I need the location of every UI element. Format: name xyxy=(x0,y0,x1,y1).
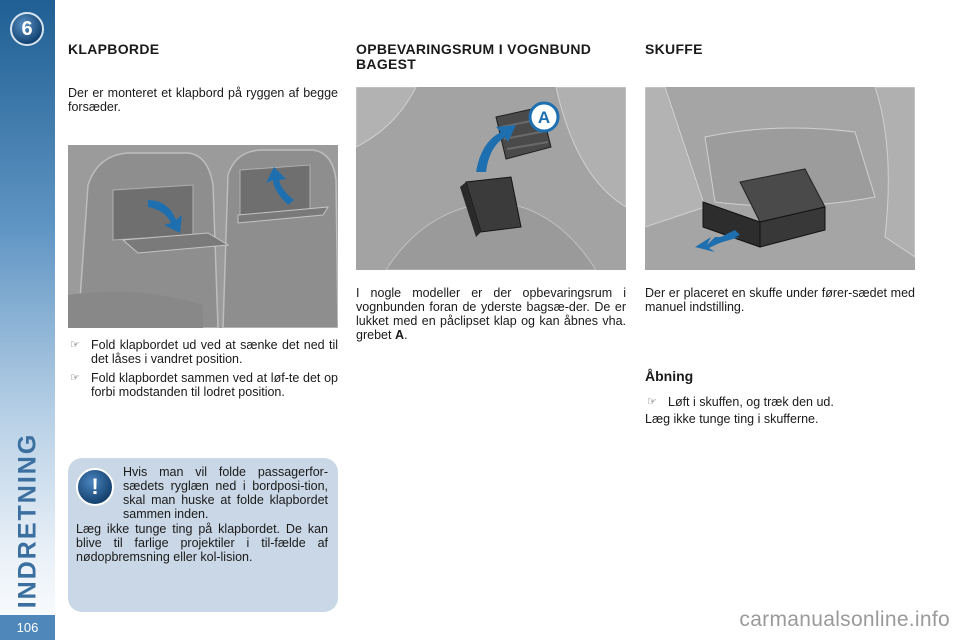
opbevaringsrum-text xyxy=(356,286,626,342)
bullet-text: Løft i skuffen, og træk den ud. xyxy=(668,395,834,409)
skuffe-text: Der er placeret en skuffe under fører-sædet med manuel indstilling. xyxy=(645,286,915,314)
drawer-illustration xyxy=(645,87,915,270)
warning-box xyxy=(68,458,338,612)
pointing-finger-icon: ☞ xyxy=(70,339,80,351)
figure-folding-tables xyxy=(68,145,338,328)
list-item xyxy=(68,338,338,366)
figure-callout-a: A xyxy=(537,108,551,127)
warning-text-1: Hvis man vil folde passagerfor-sædets ryglæn ned i bordposi-tion, skal man huske at folde klapbordet sammen inden. xyxy=(123,465,328,521)
section-title-text: INDRETNING xyxy=(13,432,41,608)
exclamation-icon: ! xyxy=(76,468,114,506)
intro-text: Der er monteret et klapbord på ryggen af begge forsæder. xyxy=(68,86,338,114)
pointing-finger-icon: ☞ xyxy=(70,372,80,384)
chapter-number-badge: 6 xyxy=(10,12,44,46)
page-number: 106 xyxy=(0,615,55,640)
body-text: I nogle modeller er der opbevaringsrum i vognbunden foran de yderste bagsæ-der. De er lukket med en påclipset klap og kan åbnes vha. grebet xyxy=(356,286,626,342)
heading-opbevaringsrum: OPBEVARINGSRUM I VOGNBUND BAGEST xyxy=(356,41,592,72)
bullet-text: Fold klapbordet ud ved at sænke det ned til det låses i vandret position. xyxy=(91,338,338,366)
klapborde-instructions xyxy=(68,338,338,404)
figure-floor-storage xyxy=(356,87,626,270)
pointing-finger-icon: ☞ xyxy=(647,396,657,408)
list-item xyxy=(645,395,915,409)
body-end: . xyxy=(403,328,408,342)
section-title xyxy=(5,432,50,608)
figure-drawer xyxy=(645,87,915,270)
skuffe-note: Læg ikke tunge ting i skufferne. xyxy=(645,412,819,426)
floor-storage-illustration xyxy=(356,87,626,270)
list-item xyxy=(68,371,338,399)
body-ref: A xyxy=(394,328,404,342)
heading-klapborde: KLAPBORDE xyxy=(68,41,160,57)
warning-text-2: Læg ikke tunge ting på klapbordet. De kan blive til farlige projektiler i til-fælde af nødopbremsning eller kol-lision. xyxy=(76,522,328,564)
folding-tables-illustration xyxy=(68,145,338,328)
subheading-abning: Åbning xyxy=(645,368,694,384)
watermark: carmanualsonline.info xyxy=(739,608,950,631)
bullet-text: Fold klapbordet sammen ved at løf-te det op forbi modstanden til lodret position. xyxy=(91,371,338,399)
heading-skuffe: SKUFFE xyxy=(645,41,703,57)
